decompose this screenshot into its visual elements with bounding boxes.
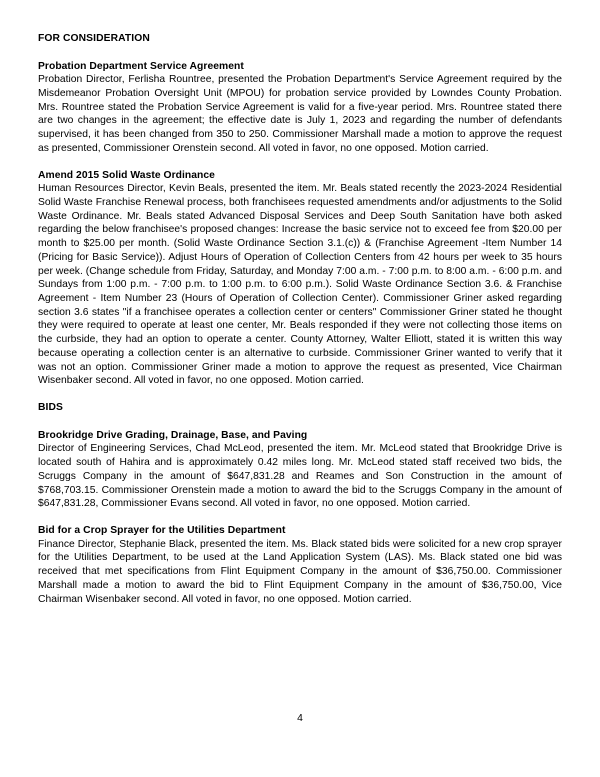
spacer [38, 156, 562, 169]
item-body-brookridge-drive-grading-drainage-base-and-paving: Director of Engineering Services, Chad McLeod, presented the item. Mr. McLeod stated that Brookridge Drive is located south of Hahira and is approximately 0.42 miles long. Mr. McLeod stated staff received two bids, the Scruggs Company in the amount of $647,831.28 and Reames and Son Construction in the amount of $768,703.15. Commissioner Orenstein made a motion to award the bid to the Scruggs Company in the amount of $647,831.28, Commissioner Evans second. All voted in favor, no one opposed. Motion carried. [38, 443, 562, 510]
item-title-brookridge-drive-grading-drainage-base-and-paving: Brookridge Drive Grading, Drainage, Base, and Paving [38, 429, 308, 441]
section-heading-bids: BIDS [38, 402, 64, 414]
spacer [38, 415, 562, 429]
spacer [38, 388, 562, 401]
item-title-probation-department-service-agreement: Probation Department Service Agreement [38, 60, 244, 72]
spacer [38, 511, 562, 524]
item-title-amend-2015-solid-waste-ordinance: Amend 2015 Solid Waste Ordinance [38, 169, 215, 181]
item-body-amend-2015-solid-waste-ordinance: Human Resources Director, Kevin Beals, presented the item. Mr. Beals stated recently the 2023-2024 Residential Solid Waste Franchise Renewal process, both franchisees requested amendments and/or adjustments to the Solid Waste Ordinance. Mr. Beals stated Advanced Disposal Services and Deep South Sanitation have both asked regarding the below franchisee's proposed changes: Increase the basic service not to exceed fee from $20.00 per month to $25.00 per month. (Solid Waste Ordinance Section 3.1.(c)) & (Franchise Agreement -Item Number 14 (Pricing for Basic Service)). Adjust Hours of Operation of Collection Centers from 42 hours per week to 35 hours per week. (Change schedule from Friday, Saturday, and Monday 7:00 a.m. - 7:00 p.m. to 8:00 a.m. - 6:00 p.m. and Sundays from 1:00 p.m. - 7:00 p.m. to 1:00 p.m. to 6:00 p.m.). Solid Waste Ordinance Section 3.6. & Franchise Agreement - Item Number 23 (Hours of Operation of Collection Center). Commissioner Griner asked regarding section 3.6 states "if a franchisee operates a collection center or centers" Commissioner Griner stated he thought they were required to operate at least one center, Mr. Beals responded if they were not collecting those items on the curbside, they had an option to operate a center. County Attorney, Walter Elliott, stated it is written this way because operating a collection center is an alternative to curbside. Commissioner Griner wanted to verify that it was not an option. Commissioner Griner made a motion to approve the request as presented, Vice Chairman Wisenbaker second. All voted in favor, no one opposed. Motion carried. [38, 183, 562, 387]
item-body-bid-for-a-crop-sprayer-for-the-utilities-department: Finance Director, Stephanie Black, presented the item. Ms. Black stated bids were solicited for a new crop sprayer for the Utilities Department, to be used at the Land Application System (LAS). Ms. Black stated one bid was received that met specifications from Flint Equipment Company in the amount of $36,750.00. Commissioner Marshall made a motion to award the bid to Flint Equipment Company in the amount of $36,750.00, Vice Chairman Wisenbaker second. All voted in favor, no one opposed. Motion carried. [38, 538, 562, 605]
section-heading-for-consideration: FOR CONSIDERATION [38, 33, 150, 44]
page-number: 4 [297, 713, 303, 724]
document-body [38, 32, 562, 606]
spacer [38, 46, 562, 60]
item-title-bid-for-a-crop-sprayer-for-the-utilities-department: Bid for a Crop Sprayer for the Utilities Department [38, 524, 286, 536]
item-body-probation-department-service-agreement: Probation Director, Ferlisha Rountree, presented the Probation Department's Service Agreement required by the Misdemeanor Probation Oversight Unit (MPOU) for probation service provided by Lowndes County Probation. Mrs. Rountree stated the Probation Service Agreement is valid for a five-year period. Mrs. Rountree stated there are two changes in the agreement; the effective date is July 1, 2023 and regarding the number of defendants supervised, it has been changed from 350 to 250. Commissioner Marshall made a motion to approve the request as presented, Commissioner Orenstein second. All voted in favor, no one opposed. Motion carried. [38, 74, 562, 154]
